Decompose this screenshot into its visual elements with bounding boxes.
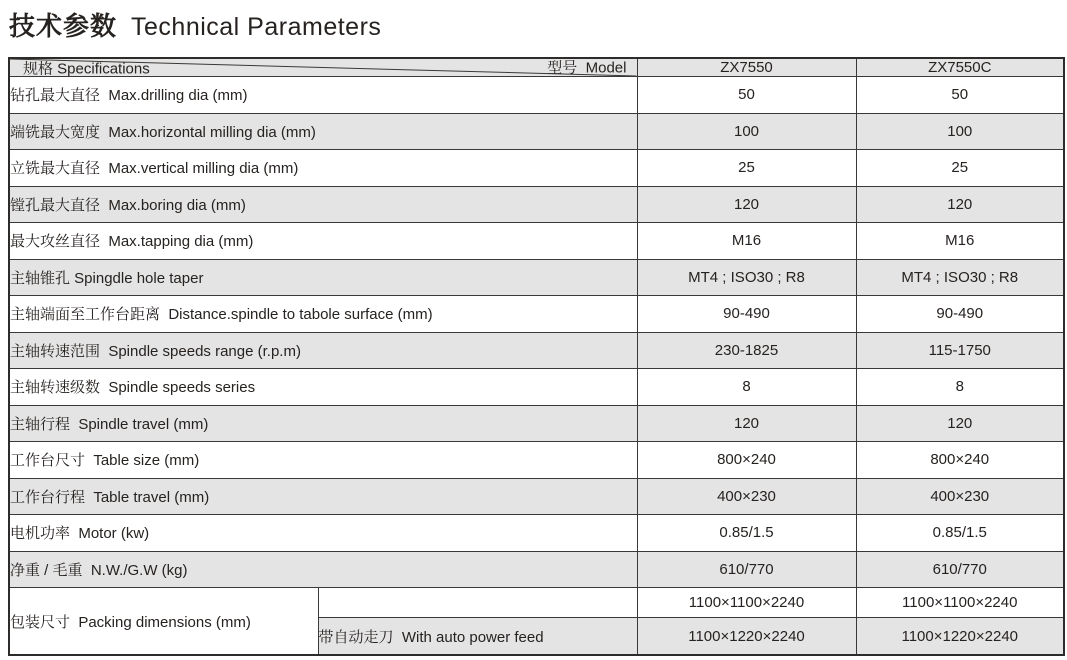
- table-header-row: [9, 58, 1064, 77]
- cell-value: 8: [637, 369, 856, 406]
- table-row: [9, 405, 1064, 442]
- cell-value: 25: [637, 150, 856, 187]
- page-title: [9, 6, 381, 43]
- row-label: 净重 / 毛重 N.W./G.W (kg): [9, 551, 637, 588]
- page-title-en: Technical Parameters: [131, 13, 382, 41]
- cell-value: M16: [856, 223, 1064, 260]
- packing-row-standard: [9, 588, 1064, 618]
- table-row: [9, 515, 1064, 552]
- cell-value: 120: [856, 186, 1064, 223]
- cell-value: 400×230: [856, 478, 1064, 515]
- row-label: 主轴锥孔 Spingdle hole taper: [9, 259, 637, 296]
- cell-value: 120: [637, 186, 856, 223]
- cell-value: 50: [637, 77, 856, 114]
- cell-value: 8: [856, 369, 1064, 406]
- row-label: 主轴转速级数 Spindle speeds series: [9, 369, 637, 406]
- table-row: [9, 77, 1064, 114]
- row-label: 立铣最大直径 Max.vertical milling dia (mm): [9, 150, 637, 187]
- cell-value: 25: [856, 150, 1064, 187]
- row-label: 主轴转速范围 Spindle speeds range (r.p.m): [9, 332, 637, 369]
- model-header-label: 型号 Model: [547, 59, 627, 77]
- row-label: 镗孔最大直径 Max.boring dia (mm): [9, 186, 637, 223]
- cell-value: 120: [637, 405, 856, 442]
- spec-model-header-cell: [9, 58, 637, 77]
- cell-value: 1100×1100×2240: [637, 588, 856, 618]
- row-label: 电机功率 Motor (kw): [9, 515, 637, 552]
- row-label: 主轴端面至工作台距离 Distance.spindle to tabole surface (mm): [9, 296, 637, 333]
- packing-sub-label-auto-feed: 带自动走刀 With auto power feed: [318, 618, 637, 655]
- table-row: [9, 296, 1064, 333]
- cell-value: 800×240: [637, 442, 856, 479]
- spec-header-label: 规格 Specifications: [23, 60, 150, 77]
- cell-value: 0.85/1.5: [856, 515, 1064, 552]
- table-row: [9, 186, 1064, 223]
- cell-value: 100: [637, 113, 856, 150]
- table-row: [9, 113, 1064, 150]
- cell-value: MT4 ; ISO30 ; R8: [637, 259, 856, 296]
- table-row: [9, 442, 1064, 479]
- cell-value: 90-490: [637, 296, 856, 333]
- row-label: 最大攻丝直径 Max.tapping dia (mm): [9, 223, 637, 260]
- cell-value: 120: [856, 405, 1064, 442]
- cell-value: M16: [637, 223, 856, 260]
- cell-value: 115-1750: [856, 332, 1064, 369]
- column-header-model-zx7550c: ZX7550C: [856, 58, 1064, 77]
- cell-value: 230-1825: [637, 332, 856, 369]
- row-label: 工作台行程 Table travel (mm): [9, 478, 637, 515]
- packing-sub-label-standard: [318, 588, 637, 618]
- table-row: [9, 332, 1064, 369]
- table-row: [9, 259, 1064, 296]
- table-row: [9, 223, 1064, 260]
- cell-value: 100: [856, 113, 1064, 150]
- table-row: [9, 150, 1064, 187]
- technical-parameters-table: [8, 57, 1065, 656]
- cell-value: 800×240: [856, 442, 1064, 479]
- row-label: 主轴行程 Spindle travel (mm): [9, 405, 637, 442]
- cell-value: 1100×1220×2240: [856, 618, 1064, 655]
- page-title-zh: 技术参数: [9, 11, 118, 41]
- row-label: 端铣最大宽度 Max.horizontal milling dia (mm): [9, 113, 637, 150]
- cell-value: 1100×1100×2240: [856, 588, 1064, 618]
- cell-value: 0.85/1.5: [637, 515, 856, 552]
- row-label: 工作台尺寸 Table size (mm): [9, 442, 637, 479]
- cell-value: 610/770: [856, 551, 1064, 588]
- cell-value: MT4 ; ISO30 ; R8: [856, 259, 1064, 296]
- cell-value: 90-490: [856, 296, 1064, 333]
- table-row: [9, 478, 1064, 515]
- packing-label-cell: 包装尺寸 Packing dimensions (mm): [9, 588, 318, 655]
- table-row: [9, 369, 1064, 406]
- table-row: [9, 551, 1064, 588]
- cell-value: 610/770: [637, 551, 856, 588]
- column-header-model-zx7550: ZX7550: [637, 58, 856, 77]
- row-label: 钻孔最大直径 Max.drilling dia (mm): [9, 77, 637, 114]
- cell-value: 400×230: [637, 478, 856, 515]
- cell-value: 50: [856, 77, 1064, 114]
- cell-value: 1100×1220×2240: [637, 618, 856, 655]
